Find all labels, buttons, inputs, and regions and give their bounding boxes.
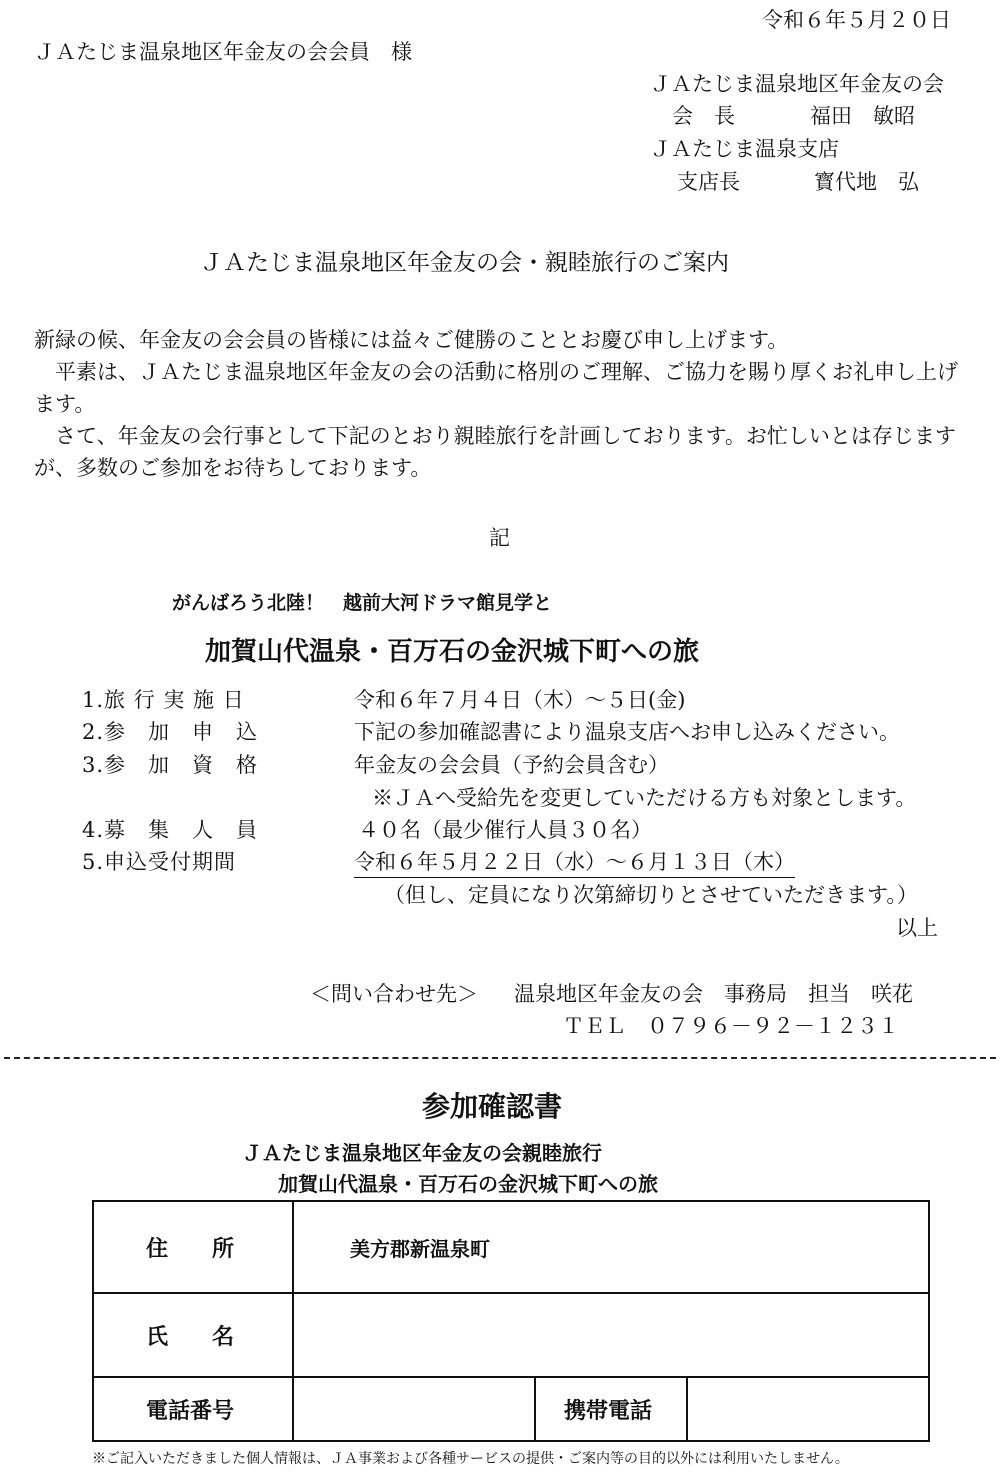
name-label: 氏 名 [93,1293,293,1377]
form-subtitle-1: ＪＡたじま温泉地区年金友の会親睦旅行 [242,1141,602,1165]
addressee: ＪＡたじま温泉地区年金友の会会員 様 [34,40,412,64]
contact-office: 温泉地区年金友の会 事務局 担当 咲花 [514,982,913,1006]
sender-org: ＪＡたじま温泉地区年金友の会 [650,72,944,96]
sender-manager-title: 支店長 [677,170,740,194]
sender-branch: ＪＡたじま温泉支店 [650,137,839,161]
address-row [93,1201,929,1293]
phone-label: 電話番号 [93,1377,293,1441]
ki-heading: 記 [489,526,510,550]
item-label: 3.参 加 資 格 [82,753,259,777]
privacy-note: ※ご記入いただきました個人情報は、ＪＡ事業および各種サービスの提供・ご案内等の目的以外には利用いたしません。 [92,1451,849,1467]
name-field[interactable] [293,1293,929,1377]
participation-form-table [92,1200,930,1442]
item-value: ※ＪＡへ受給先を変更していただける方も対象とします。 [372,786,917,810]
phone-row [93,1377,929,1441]
greeting-paragraph: 新緑の候、年金友の会会員の皆様には益々ご健勝のこととお慶び申し上げます。 [34,328,789,352]
contact-tel: ＴＥＬ ０７９６－９２－１２３１ [563,1014,899,1038]
trip-subtitle: がんばろう北陸！ 越前大河ドラマ館見学と [172,592,553,614]
cut-line-divider [4,1057,996,1059]
sender-chair-title: 会 長 [672,104,735,128]
ijou-closing: 以上 [896,916,938,940]
address-field[interactable]: 美方郡新温泉町 [293,1201,929,1293]
trip-title: 加賀山代温泉・百万石の金沢城下町への旅 [205,637,700,667]
item-value: 下記の参加確認書により温泉支店へお申し込みください。 [354,720,900,744]
sender-chair-name: 福田 敏昭 [810,104,915,128]
contact-label: ＜問い合わせ先＞ [310,982,478,1006]
address-label: 住 所 [93,1201,293,1293]
thanks-paragraph: 平素は、ＪＡたじま温泉地区年金友の会の活動に格別のご理解、ご協力を賜り厚くお礼申し上げます。 [34,360,958,416]
name-row [93,1293,929,1377]
letter-date: 令和６年５月２０日 [762,8,951,32]
item-value: 令和６年５月２２日（水）～６月１３日（木） [354,846,795,878]
document-title: ＪＡたじま温泉地区年金友の会・親睦旅行のご案内 [200,250,729,276]
item-value: （但し、定員になり次第締切りとさせていただきます。） [384,883,918,907]
mobile-field[interactable] [687,1377,929,1441]
phone-field[interactable] [293,1377,535,1441]
item-label: 1.旅 行 実 施 日 [82,688,245,712]
item-label: 5.申込受付期間 [82,850,237,874]
mobile-label: 携帯電話 [535,1377,687,1441]
item-label: 4.募 集 人 員 [82,818,259,842]
item-value: ４０名（最少催行人員３０名） [358,818,652,842]
item-value: 年金友の会会員（予約会員含む） [354,753,669,777]
item-value: 令和６年７月４日（木）～５日(金) [354,688,686,712]
invitation-paragraph: さて、年金友の会行事として下記のとおり親睦旅行を計画しております。お忙しいとは存じますが、多数のご参加をお待ちしております。 [34,424,956,480]
form-heading: 参加確認書 [422,1090,563,1123]
item-label: 2.参 加 申 込 [82,720,259,744]
form-subtitle-2: 加賀山代温泉・百万石の金沢城下町への旅 [278,1172,658,1196]
sender-manager-name: 寳代地 弘 [814,170,919,194]
